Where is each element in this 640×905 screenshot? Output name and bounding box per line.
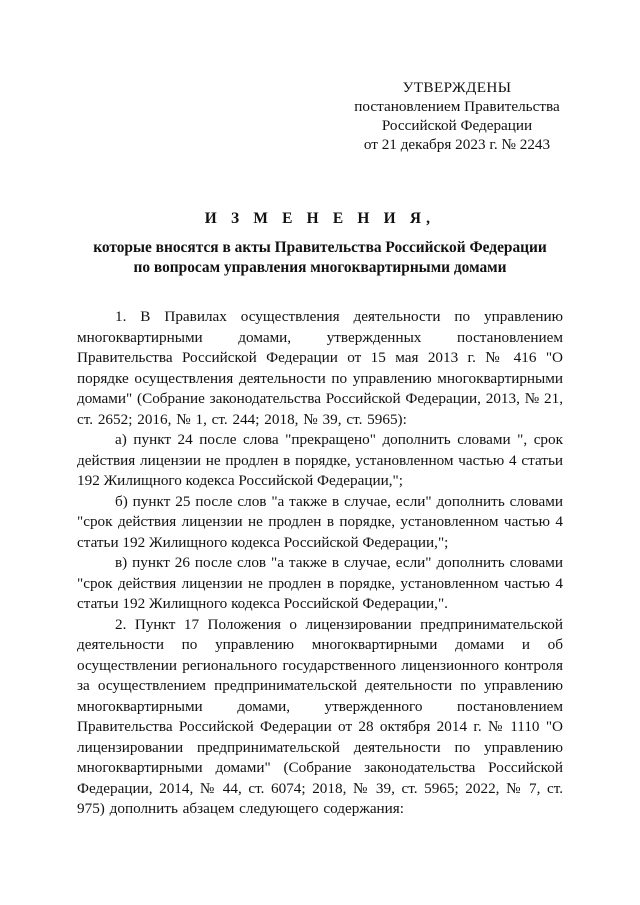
document-body <box>77 307 563 820</box>
paragraph-2: 2. Пункт 17 Положения о лицензировании предпринимательской деятельности по управлению многоквартирными домами и об осуществлении регионального государственного лицензионного контроля за осуществлением предпринимательской деятельности по управлению многоквартирными домами, утвержденного постановлением Правительства Российской Федерации от 28 октября 2014 г. № 1110 "О лицензировании предпринимательской деятельности по управлению многоквартирными домами" (Собрание законодательства Российской Федерации, 2014, № 44, ст. 6074; 2018, № 39, ст. 5965; 2022, № 7, ст. 975) дополнить абзацем следующего содержания: <box>77 615 563 817</box>
approved-heading: УТВЕРЖДЕНЫ <box>402 79 512 96</box>
paragraph-1a: а) пункт 24 после слова "прекращено" дополнить словами ", срок действия лицензии не продлен в порядке, установленном частью 4 статьи 192 Жилищного кодекса Российской Федерации,"; <box>77 431 563 489</box>
approval-line-1: постановлением Правительства <box>354 98 560 115</box>
document-subtitle <box>78 238 562 278</box>
subtitle-line-1: которые вносятся в акты Правительства Российской Федерации <box>93 239 547 256</box>
paragraph-1b: б) пункт 25 после слов "а также в случае, если" дополнить словами "срок действия лицензии не продлен в порядке, установленном частью 4 статьи 192 Жилищного кодекса Российской Федерации,"; <box>77 492 563 551</box>
approval-line-2: Российской Федерации <box>381 117 533 134</box>
paragraph-1c: в) пункт 26 после слов "а также в случае, если" дополнить словами "срок действия лицензии не продлен в порядке, установленном частью 4 статьи 192 Жилищного кодекса Российской Федерации,". <box>77 554 563 612</box>
paragraph-1: 1. В Правилах осуществления деятельности по управлению многоквартирными домами, утвержденных постановлением Правительства Российской Федерации от 15 мая 2013 г. № 416 "О порядке осуществления деятельности по управлению многоквартирными домами" (Собрание законодательства Российской Федерации, 2013, № 21, ст. 2652; 2016, № 1, ст. 244; 2018, № 39, ст. 5965): <box>77 308 563 428</box>
document-title: И З М Е Н Е Н И Я, <box>204 210 436 227</box>
subtitle-line-2: по вопросам управления многоквартирными домами <box>133 259 507 276</box>
approval-line-3: от 21 декабря 2023 г. № 2243 <box>363 136 551 153</box>
approval-stamp <box>352 78 562 154</box>
